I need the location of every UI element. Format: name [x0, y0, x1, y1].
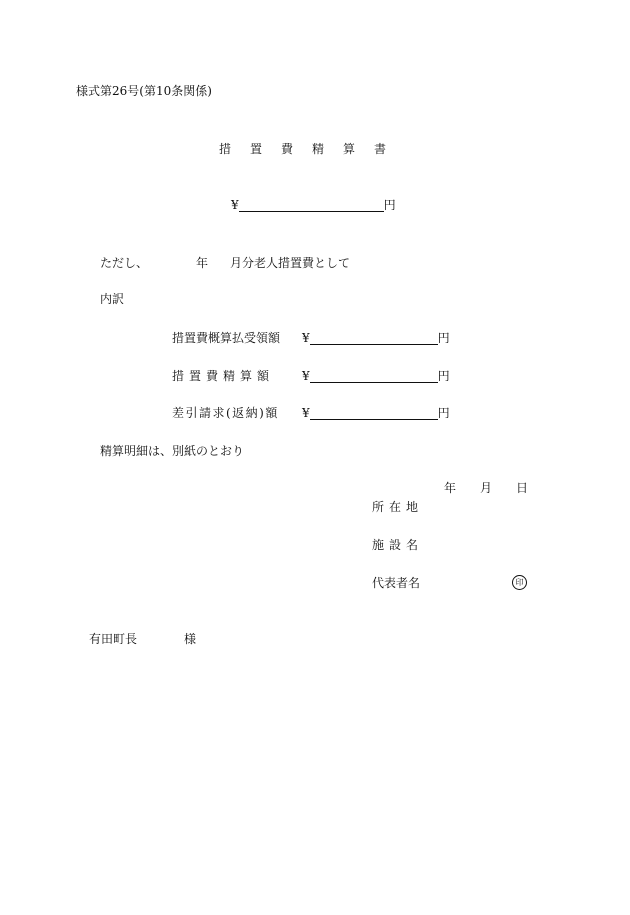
amount-unit: 円 — [437, 406, 450, 420]
yen-mark: ¥ — [302, 331, 310, 345]
details-note: 精算明細は、別紙のとおり — [100, 444, 245, 458]
form-number: 様式第26号(第10条関係) — [76, 84, 212, 98]
breakdown-row-settlement-amount — [302, 369, 450, 383]
amount-unit: 円 — [437, 369, 450, 383]
proviso-prefix: ただし、 — [100, 256, 149, 270]
addressee-name: 有田町長 — [89, 632, 138, 646]
breakdown-label: 内訳 — [100, 292, 125, 306]
difference-amount-field[interactable] — [310, 406, 438, 420]
page-title: 措置費精算書 — [219, 142, 406, 156]
seal-mark — [512, 574, 527, 590]
yen-mark: ¥ — [302, 369, 310, 383]
date-year: 年 — [444, 481, 457, 495]
breakdown-row-advance — [172, 331, 280, 345]
address-label: 所在地 — [372, 500, 424, 514]
breakdown-row-advance-amount — [302, 331, 450, 345]
representative-label: 代表者名 — [372, 576, 421, 590]
amount-unit: 円 — [437, 331, 450, 345]
breakdown-row-label: 措置費概算払受領額 — [172, 331, 281, 345]
proviso-month-field[interactable] — [210, 254, 228, 268]
date-month: 月 — [480, 481, 493, 495]
breakdown-row-settlement — [172, 369, 274, 383]
total-amount-field[interactable] — [239, 198, 384, 212]
total-amount — [231, 198, 396, 212]
breakdown-row-difference — [172, 406, 279, 420]
amount-unit: 円 — [383, 198, 396, 212]
facility-label: 施設名 — [372, 538, 424, 552]
date-day: 日 — [516, 481, 529, 495]
yen-mark: ¥ — [302, 406, 310, 420]
breakdown-row-label: 措置費精算額 — [172, 369, 275, 383]
settlement-amount-field[interactable] — [310, 369, 438, 383]
breakdown-row-label: 差引請求(返納)額 — [172, 406, 279, 420]
proviso-month-text: 月分老人措置費として — [230, 256, 351, 270]
proviso-year: 年 — [196, 256, 209, 270]
seal-icon: 印 — [512, 575, 527, 590]
yen-mark: ¥ — [231, 198, 239, 212]
advance-amount-field[interactable] — [310, 331, 438, 345]
addressee-honorific: 様 — [184, 632, 197, 646]
proviso-year-field[interactable] — [152, 254, 192, 268]
breakdown-row-difference-amount — [302, 406, 450, 420]
